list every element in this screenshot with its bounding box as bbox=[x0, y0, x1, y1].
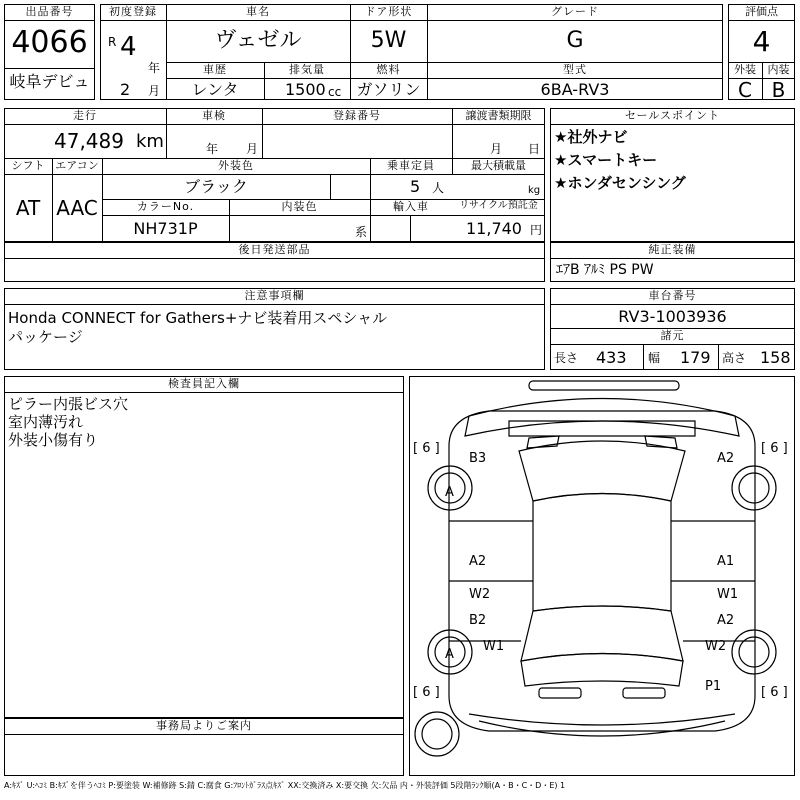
grade-value: G bbox=[566, 28, 584, 53]
capacity-unit: 人 bbox=[432, 181, 445, 195]
color-no-value: NH731P bbox=[133, 219, 198, 238]
car-diagram bbox=[409, 376, 795, 776]
damage-mark: W2 bbox=[469, 587, 491, 602]
length-value: 433 bbox=[596, 348, 627, 367]
notes-line: Honda CONNECT for Gathers+ナビ装着用スペシャル bbox=[8, 309, 388, 327]
genuine-equip-value: ｴｱB ｱﾙﾐ PS PW bbox=[556, 262, 654, 278]
damage-mark: W2 bbox=[705, 639, 727, 654]
history-header: 車歴 bbox=[203, 63, 227, 76]
int-color-header: 内装色 bbox=[281, 200, 318, 213]
interior-grade: B bbox=[771, 78, 786, 102]
ext-color-value: ブラック bbox=[184, 177, 248, 196]
aircon-header: エアコン bbox=[55, 159, 99, 172]
damage-mark: A1 bbox=[717, 554, 735, 569]
year-unit: 年 bbox=[148, 61, 161, 75]
grade-header: グレード bbox=[551, 5, 599, 18]
era-letter: R bbox=[108, 35, 117, 49]
first-reg-header: 初度登録 bbox=[109, 5, 157, 18]
sales-point-item: ★スマートキー bbox=[554, 151, 658, 169]
tread-depth-label: [ 6 ] bbox=[761, 685, 788, 700]
inspector-note: ピラー内張ビス穴 bbox=[8, 395, 129, 413]
inspector-header: 検査員記入欄 bbox=[168, 377, 240, 390]
damage-mark: A bbox=[445, 647, 454, 662]
recycle-header: リサイクル預託金 bbox=[459, 200, 538, 211]
damage-mark: A2 bbox=[469, 554, 487, 569]
displacement-unit: cc bbox=[328, 85, 342, 99]
shift-header: シフト bbox=[11, 159, 45, 172]
width-label: 幅 bbox=[648, 351, 661, 365]
reg-no-header: 登録番号 bbox=[333, 109, 381, 122]
chassis-header: 車台番号 bbox=[648, 289, 697, 302]
month-unit: 月 bbox=[148, 84, 161, 98]
max-load-header: 最大積載量 bbox=[471, 159, 526, 172]
height-value: 158 bbox=[760, 348, 791, 367]
chassis-number: RV3-1003936 bbox=[618, 307, 727, 326]
damage-mark: P1 bbox=[705, 679, 722, 694]
transfer-day-unit: 日 bbox=[528, 142, 541, 156]
car-name: ヴェゼル bbox=[214, 28, 302, 53]
displacement-header: 排気量 bbox=[289, 63, 325, 76]
tread-depth-label: [ 6 ] bbox=[413, 685, 440, 700]
first-reg-year: 4 bbox=[120, 32, 137, 62]
genuine-header: 純正装備 bbox=[648, 243, 697, 256]
import-header: 輸入車 bbox=[393, 200, 429, 213]
displacement: 1500 bbox=[285, 80, 326, 99]
damage-mark: A2 bbox=[717, 451, 735, 466]
color-no-header: カラーNo. bbox=[136, 200, 195, 213]
int-color-unit: 系 bbox=[355, 225, 368, 239]
damage-mark: W1 bbox=[483, 639, 505, 654]
fuel-header: 燃料 bbox=[376, 63, 401, 76]
sales-point-item: ★社外ナビ bbox=[554, 128, 628, 146]
door-type: 5W bbox=[370, 28, 407, 53]
width-value: 179 bbox=[680, 348, 711, 367]
venue-name: 岐阜デビュ bbox=[9, 72, 90, 91]
max-load-unit: kg bbox=[528, 185, 541, 196]
later-parts-header: 後日発送部品 bbox=[238, 243, 311, 256]
inspection-month-unit: 月 bbox=[246, 142, 259, 156]
notes-line: パッケージ bbox=[8, 328, 83, 346]
model-code-header: 型式 bbox=[563, 63, 587, 76]
transfer-month-unit: 月 bbox=[490, 142, 503, 156]
recycle-unit: 円 bbox=[530, 223, 543, 237]
capacity-value: 5 bbox=[410, 177, 421, 196]
door-header: ドア形状 bbox=[364, 5, 413, 18]
lot-number-header: 出品番号 bbox=[25, 5, 74, 18]
exterior-header: 外装 bbox=[734, 63, 756, 76]
capacity-header: 乗車定員 bbox=[387, 159, 435, 172]
damage-mark: W1 bbox=[717, 587, 739, 602]
recycle-value: 11,740 bbox=[466, 219, 522, 238]
mileage-unit: km bbox=[136, 131, 164, 152]
shift-value: AT bbox=[15, 196, 41, 220]
notes-header: 注意事項欄 bbox=[244, 289, 305, 302]
lot-number: 4066 bbox=[11, 25, 88, 60]
model-code: 6BA-RV3 bbox=[540, 80, 610, 99]
damage-mark: B3 bbox=[469, 451, 487, 466]
specs-header: 諸元 bbox=[660, 329, 685, 342]
fuel-type: ガソリン bbox=[356, 80, 421, 99]
office-header: 事務局よりご案内 bbox=[156, 719, 252, 732]
legend-text: A:ｷｽﾞ U:ﾍｺﾐ B:ｷｽﾞを伴うﾍｺﾐ P:要塗装 W:補修跡 S:錆 C:腐食 G:ﾌﾛﾝﾄｶﾞﾗｽ点ｷｽﾞ XX:交換済み X:要交換 欠:欠品 内・外装評価 5段階ﾗﾝｸ順(A・B・C・D・E) 1 bbox=[4, 781, 566, 790]
exterior-grade: C bbox=[738, 78, 752, 102]
score-header: 評価点 bbox=[745, 5, 778, 18]
inspection-year-unit: 年 bbox=[206, 142, 219, 156]
height-label: 高さ bbox=[722, 351, 747, 365]
mileage-value: 47,489 bbox=[54, 129, 124, 153]
interior-header: 内装 bbox=[767, 63, 790, 76]
damage-mark: A2 bbox=[717, 613, 735, 628]
length-label: 長さ bbox=[554, 351, 579, 365]
car-name-header: 車名 bbox=[246, 5, 270, 18]
ext-color-header: 外装色 bbox=[218, 159, 254, 172]
car-history: レンタ bbox=[191, 80, 239, 99]
first-reg-month: 2 bbox=[120, 80, 131, 99]
transfer-doc-header: 譲渡書類期限 bbox=[465, 109, 532, 122]
inspector-note: 室内薄汚れ bbox=[8, 413, 84, 431]
damage-mark: A bbox=[445, 485, 454, 500]
score-value: 4 bbox=[752, 25, 771, 58]
tread-depth-label: [ 6 ] bbox=[413, 441, 440, 456]
inspector-note: 外装小傷有り bbox=[8, 431, 99, 449]
sales-points-header: セールスポイント bbox=[624, 109, 720, 122]
mileage-header: 走行 bbox=[73, 109, 97, 122]
inspection-header: 車検 bbox=[202, 109, 226, 122]
damage-mark: B2 bbox=[469, 613, 487, 628]
tread-depth-label: [ 6 ] bbox=[761, 441, 788, 456]
sales-point-item: ★ホンダセンシング bbox=[554, 174, 686, 192]
aircon-value: AAC bbox=[56, 196, 98, 220]
